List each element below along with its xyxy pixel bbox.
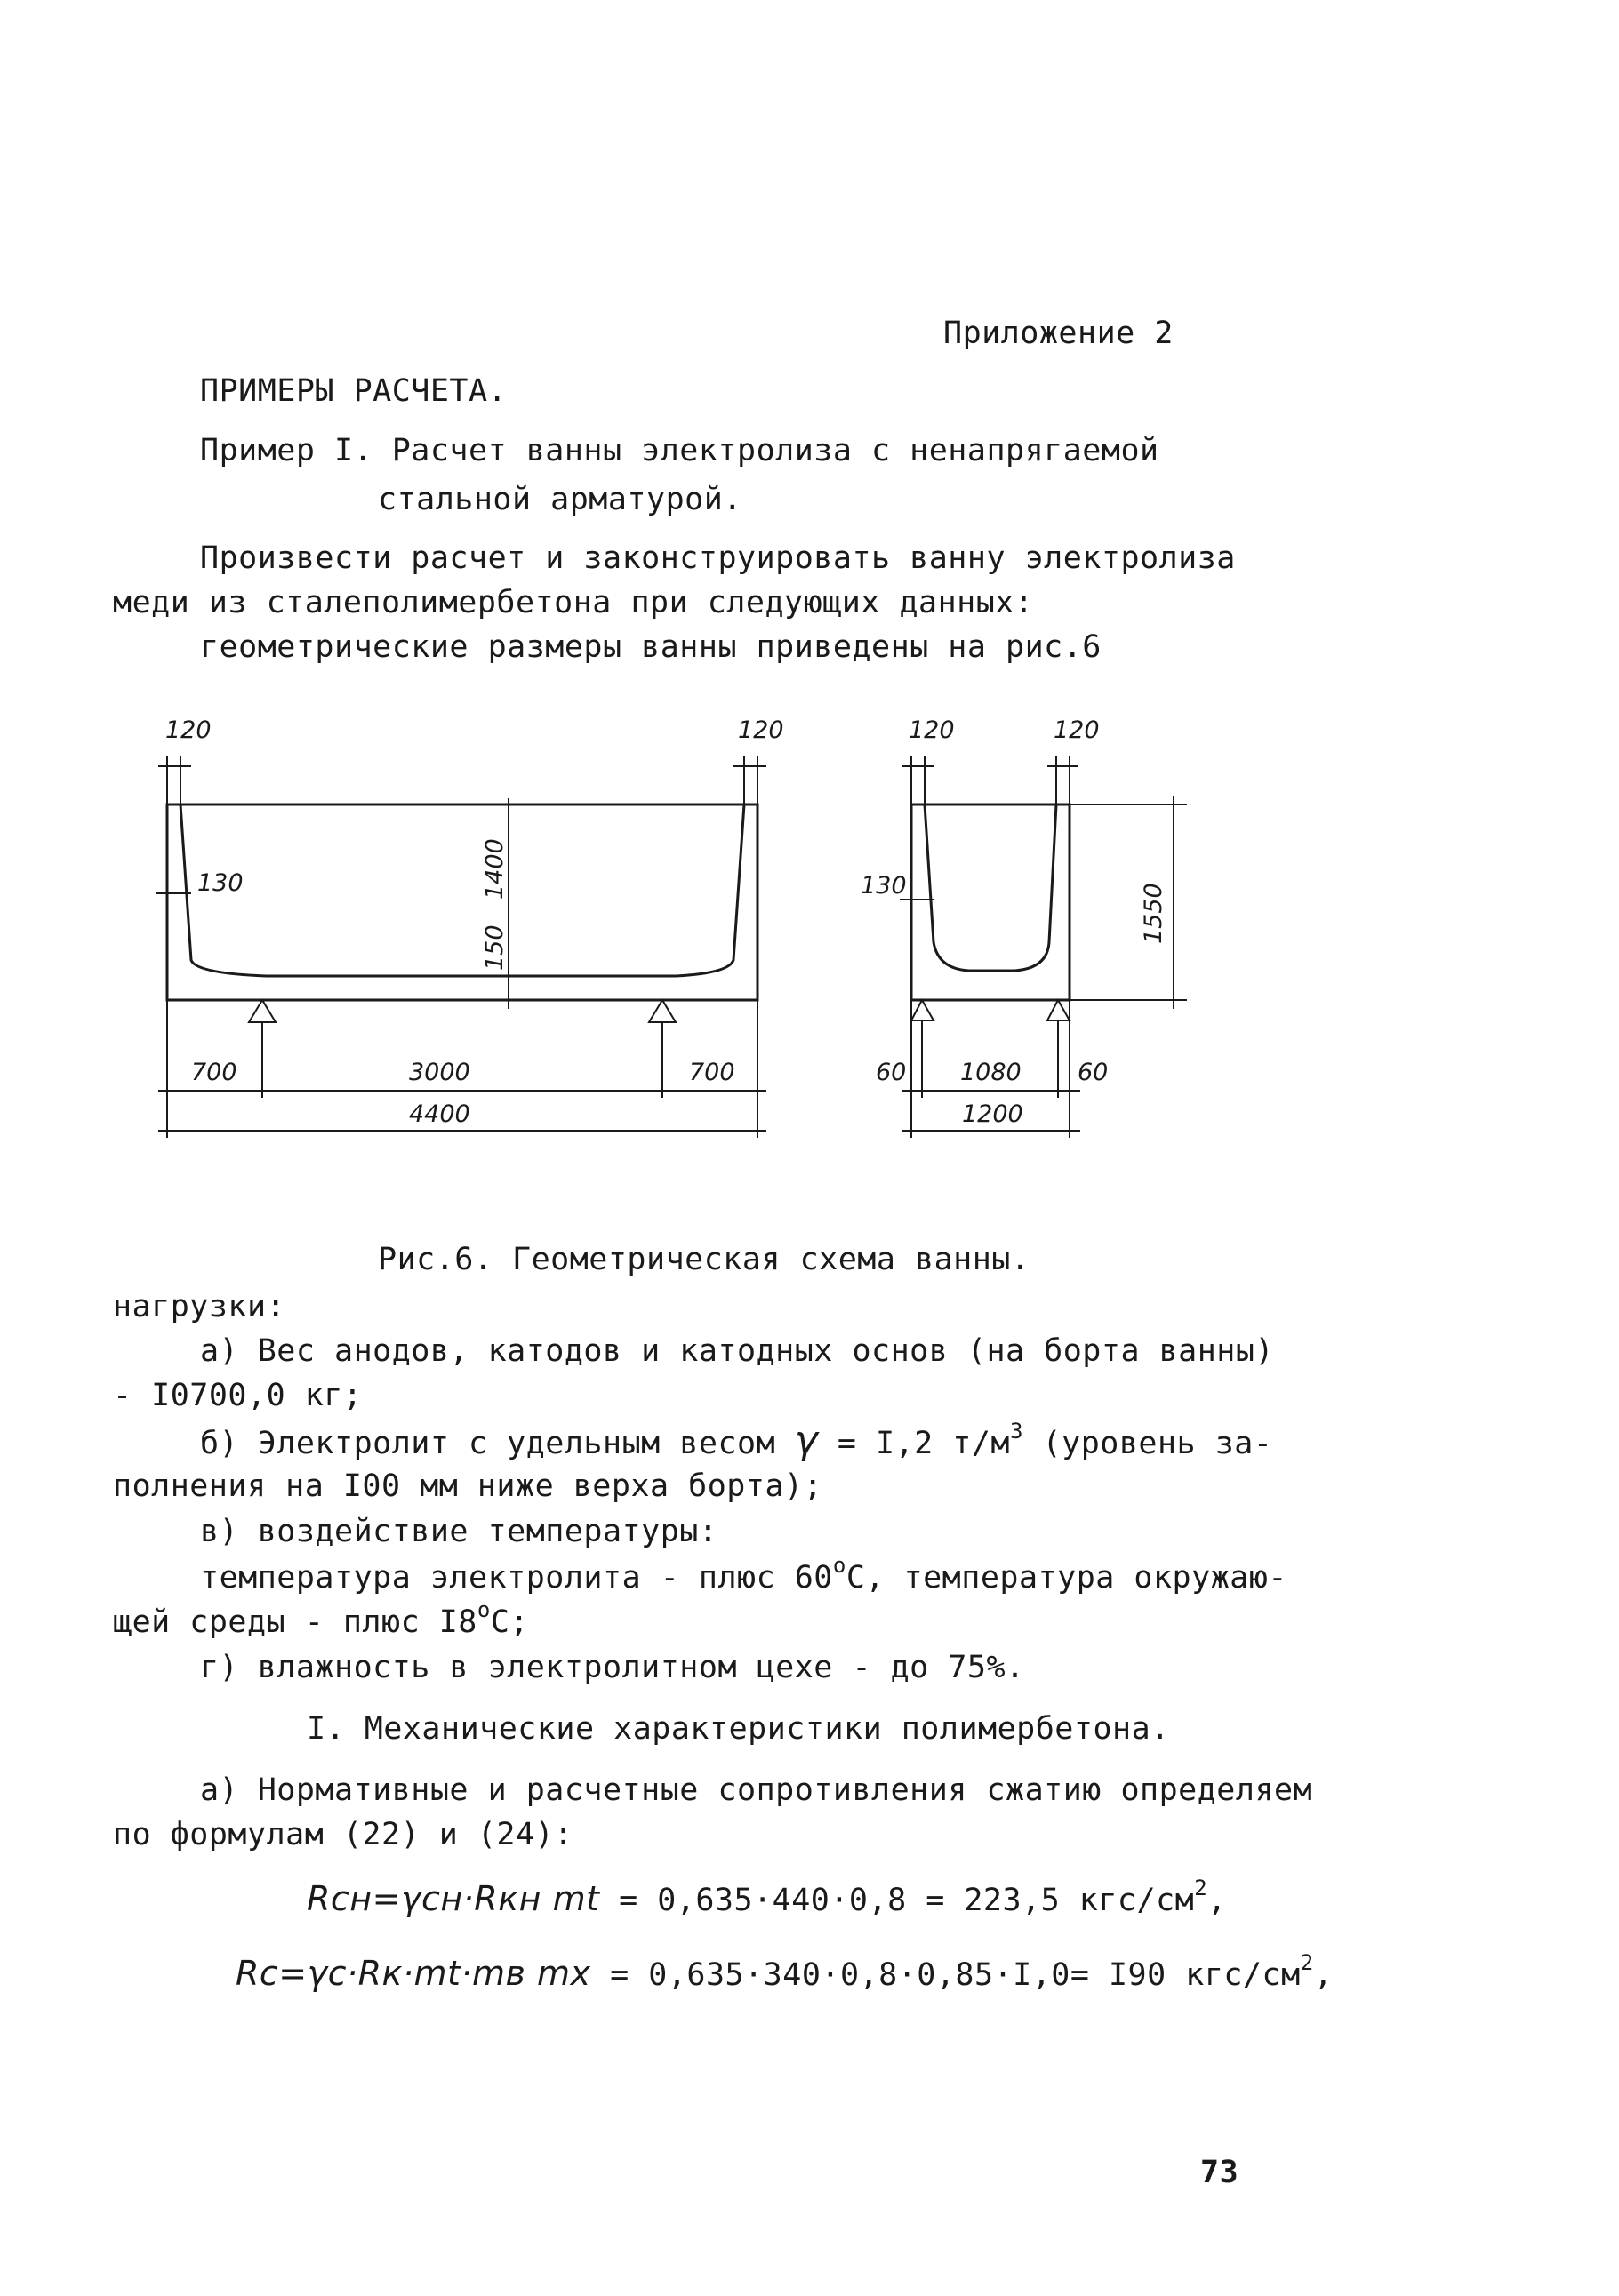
load-c-line2: температура электролита - плюс $60^оС$, температура окружаю- <box>200 1553 1287 1596</box>
loads-title: нагрузки: <box>113 1289 286 1324</box>
dim-bottom: 150 <box>481 924 509 971</box>
dim-overall: 4400 <box>409 1100 470 1128</box>
support-cross-right <box>1047 1000 1070 1020</box>
dim-cross-base-left: 60 <box>876 1059 907 1086</box>
figure-caption: Рис.6. Геометрическая схема ванны. <box>378 1242 1030 1277</box>
longitudinal-dim-labels <box>165 716 784 1128</box>
dim-span-right: 700 <box>689 1059 735 1086</box>
dim-cross-base-right: 60 <box>1078 1059 1109 1086</box>
heading: ПРИМЕРЫ РАСЧЕТА. <box>200 373 508 409</box>
load-a-line2: - I0700,0 кг; <box>113 1378 363 1413</box>
support-right <box>649 1000 676 1022</box>
support-left <box>249 1000 276 1022</box>
intro-line3: геометрические размеры ванны приведены на рис.6 <box>200 629 1102 665</box>
dim-span-left: 700 <box>191 1059 237 1086</box>
cross-section-inner-contour <box>925 804 1056 971</box>
dim-cross-wall: 130 <box>861 872 907 900</box>
dim-cross-height: 1550 <box>1140 883 1167 944</box>
longitudinal-outline <box>167 804 757 1000</box>
example-title-line2: стальной арматурой. <box>378 482 742 517</box>
section-title: I. Механические характеристики полимербетона. <box>307 1711 1170 1747</box>
dim-span-mid: 3000 <box>409 1059 470 1086</box>
dim-cross-overall: 1200 <box>962 1100 1023 1128</box>
formula-normative-lhs: Rсн=γсн·Rкн mt <box>307 1879 600 1918</box>
intro-line2: меди из сталеполимербетона при следующих данных: <box>113 585 1034 620</box>
load-b-line1: б) Электролит с удельным весом γ = I,2 $т/м^3$ (уровень за- <box>200 1418 1273 1463</box>
dim-cross-top-right: 120 <box>1054 716 1100 744</box>
example-title-line1: Пример I. Расчет ванны электролиза с ненапрягаемой <box>200 433 1159 468</box>
dim-wall: 130 <box>197 869 244 897</box>
formula-design-lhs: Rс=γс·Rк·mt·mв mx <box>236 1954 591 1993</box>
formula-design: Rс=γс·Rк·mt·mв mx = 0,635·340·0,8·0,85·I,0= I90 кгс/$см^2$, <box>236 1950 1334 1993</box>
dim-height: 1400 <box>481 838 509 900</box>
load-c-line1: в) воздействие температуры: <box>200 1514 718 1549</box>
load-c-line3: щей среды - плюс $I8^оС$; <box>113 1597 529 1640</box>
load-b-line2: полнения на I00 мм ниже верха борта); <box>113 1468 823 1504</box>
formula-normative: Rсн=γсн·Rкн mt = 0,635·440·0,8 = 223,5 кгс/$см^2$, <box>307 1876 1227 1918</box>
dim-cross-base-mid: 1080 <box>960 1059 1022 1086</box>
dim-top-right: 120 <box>738 716 784 744</box>
support-cross-left <box>911 1000 934 1020</box>
load-a-line1: а) Вес анодов, катодов и катодных основ (на борта ванны) <box>200 1333 1275 1369</box>
section-a-line2: по формулам (22) и (24): <box>113 1817 573 1852</box>
load-d-line1: г) влажность в электролитном цехе - до 75%. <box>200 1650 1025 1685</box>
dim-cross-top-left: 120 <box>909 716 955 744</box>
dim-top-left: 120 <box>165 716 212 744</box>
page-number: 73 <box>1200 2155 1239 2190</box>
figure-bath-scheme <box>0 702 1619 1182</box>
gamma-symbol: γ <box>794 1418 819 1463</box>
cross-section-dim-labels <box>861 716 1167 1128</box>
appendix-label: Приложение 2 <box>943 316 1174 351</box>
longitudinal-inner-contour <box>180 804 744 976</box>
intro-line1: Произвести расчет и законструировать ванну электролиза <box>200 540 1236 576</box>
cross-section-view <box>900 756 1187 1138</box>
section-a-line1: а) Нормативные и расчетные сопротивления сжатию определяем <box>200 1772 1313 1808</box>
